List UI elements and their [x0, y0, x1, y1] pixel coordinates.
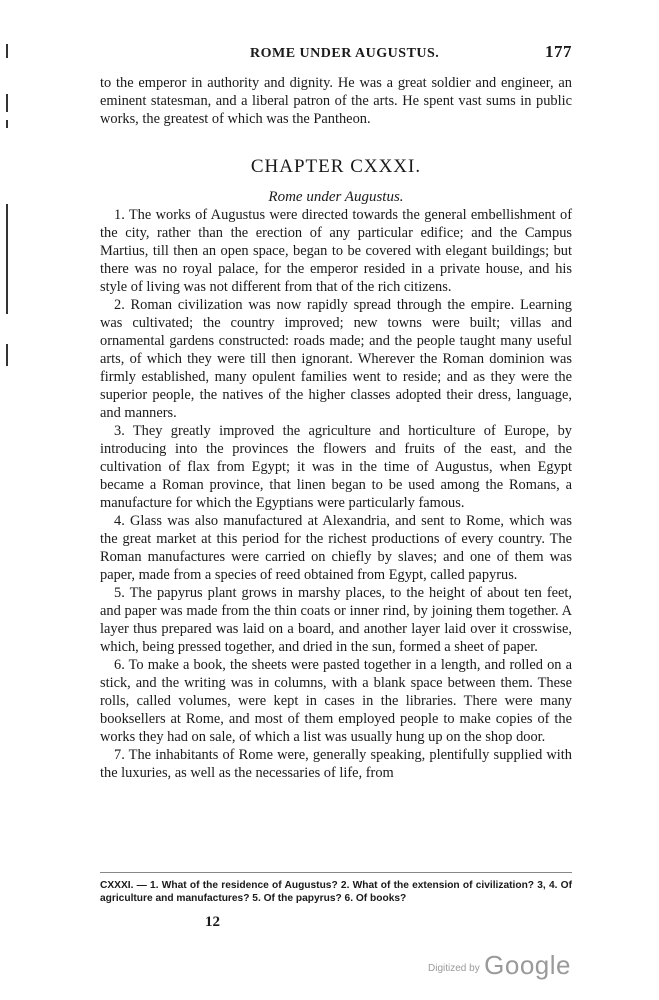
paragraph-5: 5. The papyrus plant grows in marshy places, to the height of about ten feet, and paper was made from the thin coats or inner rind, by joining them together. A layer thus prepared was laid on a board, and another layer laid over it crosswise, which, being pressed together, and dried in the sun, formed a sheet of paper.	[100, 585, 572, 655]
paragraph-4: 4. Glass was also manufactured at Alexandria, and sent to Rome, which was the great market at this period for the richest productions of every country. The Roman manufactures were carried on chiefly by slaves; and one of them was paper, made from a species of reed obtained from Egypt, called papyrus.	[100, 513, 572, 583]
margin-marks	[6, 44, 12, 604]
running-head: ROME UNDER AUGUSTUS.	[250, 46, 440, 61]
footnote-rule	[100, 872, 572, 873]
paragraph-7: 7. The inhabitants of Rome were, generally speaking, plentifully supplied with the luxuries, as well as the necessaries of life, from	[100, 747, 572, 781]
chapter-subtitle: Rome under Augustus.	[268, 189, 404, 205]
paragraph-1: 1. The works of Augustus were directed towards the general embellishment of the city, rather than the erection of any particular edifice; and the Campus Martius, till then an open space, began to be covered with elegant buildings; but there was no royal palace, for the emperor resided in a private house, and his style of living was not different from that of the rich citizens.	[100, 207, 572, 295]
watermark-prefix: Digitized by	[428, 963, 480, 974]
page-header	[100, 42, 572, 66]
continuation-paragraph: to the emperor in authority and dignity. He was a great soldier and engineer, an eminent statesman, and a liberal patron of the arts. He spent vast sums in public works, the greatest of which was the Pantheon.	[100, 75, 572, 127]
paragraph-2: 2. Roman civilization was now rapidly spread through the empire. Learning was cultivated; the country improved; new towns were built; villas and ornamental gardens constructed: roads made; and the people taught many useful arts, of which they were till then ignorant. Wherever the Roman dominion was firmly established, many opulent families went to reside; and as they were the superior people, the natives of the higher classes adopted their dress, language, and manners.	[100, 297, 572, 421]
chapter-title: CHAPTER CXXXI.	[250, 156, 422, 177]
footnote-questions: CXXXI. — 1. What of the residence of Augustus? 2. What of the extension of civilization? 3, 4. Of agriculture and manufactures? 5. Of the papyrus? 6. Of books?	[100, 880, 572, 904]
digitized-watermark	[428, 950, 571, 981]
google-logo: Google	[484, 950, 571, 980]
page-number: 177	[545, 42, 572, 61]
paragraph-3: 3. They greatly improved the agriculture and horticulture of Europe, by introducing into the provinces the flowers and fruits of the east, and the cultivation of flax from Egypt; it was in the time of Augustus, when Egypt became a Roman province, that linen began to be used among the Romans, a manufacture for which the Egyptians were particularly famous.	[100, 423, 572, 511]
signature-mark: 12	[205, 914, 220, 930]
paragraph-6: 6. To make a book, the sheets were pasted together in a length, and rolled on a stick, and the writing was in columns, with a blank space between them. These rolls, called volumes, were kept in cases in the libraries. There were many booksellers at Rome, and most of them employed people to make copies of the works they had on sale, of which a list was usually hung up on the shop door.	[100, 657, 572, 745]
body-text	[100, 74, 572, 782]
